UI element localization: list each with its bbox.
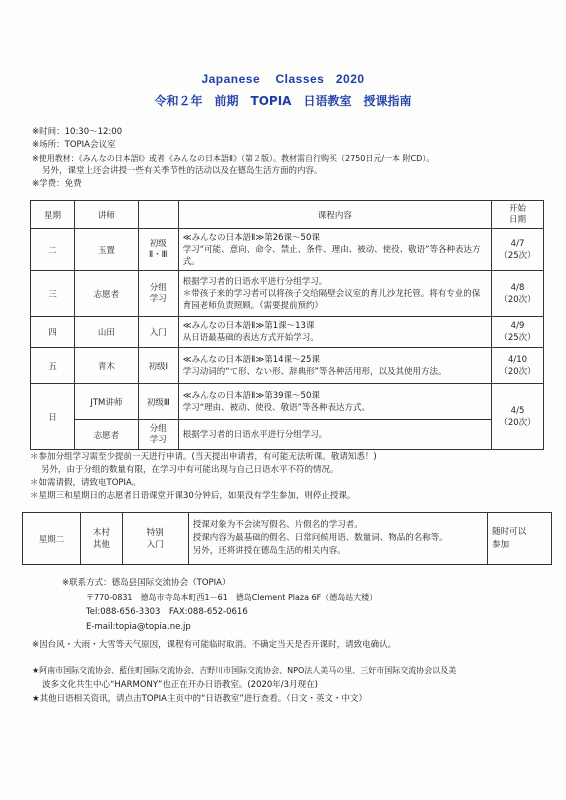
row-content: ≪みんなの日本語Ⅱ≫第14课～25课 学习动词的“て形、ない形、辞典形”等各种活用形，以及其使用方法。 — [178, 348, 491, 384]
row-content: ≪みんなの日本語Ⅱ≫第26课～50课 学习“可能、意向、命令、禁止、条件、理由、被动、使役、敬语”等各种表达方式。 — [178, 229, 491, 271]
info-time: ※时间：10:30～12:00 — [32, 127, 123, 137]
note-advance-application: ＊参加分组学习需至少提前一天进行申请。(当天提出申请者，有可能无法听课。敬请知悉！) — [30, 452, 377, 462]
row-day: 五 — [31, 348, 75, 384]
table-row — [31, 229, 544, 271]
info-textbook-note: 另外，课堂上还会讲授一些有关季节性的活动以及在德岛生活方面的内容。 — [42, 166, 323, 176]
row-level: 入门 — [138, 317, 178, 348]
table-row — [31, 271, 544, 317]
table-row — [31, 420, 544, 450]
row-level: 初级 Ⅱ・Ⅲ — [138, 229, 178, 271]
row-date: 4/7 （25次） — [492, 229, 544, 271]
info-textbook: ※使用教材：《みんなの日本語Ⅰ》或者《みんなの日本語Ⅱ》（第２版）。教材需自行购买（2750日元/一本 附CD）。 — [32, 154, 435, 163]
weather-notice: ※因台风・大雨・大雪等天气原因，课程有可能临时取消。不确定当天是否开课时，请致电确认。 — [32, 640, 397, 650]
row-teacher: JTM讲师 — [74, 384, 138, 420]
special-level: 特别 入门 — [122, 513, 188, 565]
table-row — [31, 317, 544, 348]
schedule-table — [30, 200, 544, 450]
row-level: 初级Ⅲ — [138, 384, 178, 420]
row-date: 4/5 （20次） — [492, 384, 544, 450]
row-level: 分组 学习 — [138, 420, 178, 450]
special-class-table — [22, 512, 552, 565]
weather-notice-block — [32, 638, 552, 652]
contact-email[interactable]: E-mail:topia@topia.ne.jp — [86, 621, 191, 632]
row-date: 4/8 （20次） — [492, 271, 544, 317]
header-content: 课程内容 — [178, 201, 491, 229]
row-level: 分组 学习 — [138, 271, 178, 317]
info-section — [32, 126, 552, 191]
row-content: ≪みんなの日本語Ⅱ≫第39课～50课 学习“理由、被动、使役、敬语”等各种表达方式。 — [178, 384, 491, 420]
row-teacher: 青木 — [74, 348, 138, 384]
other-classes-block — [32, 664, 552, 706]
note-group-limit: 另外，由于分组的数量有限，在学习中有可能出现与自己日语水平不符的情况。 — [41, 465, 339, 475]
row-date: 4/9 （25次） — [492, 317, 544, 348]
row-content: 根据学习者的日语水平进行分组学习。 ＊带孩子来的学习者可以将孩子交给隔壁会议室的育儿沙龙托管。将有专业的保育园老师负责照顾。（需要提前预约） — [178, 271, 491, 317]
row-teacher: 玉置 — [74, 229, 138, 271]
row-content: ≪みんなの日本語Ⅱ≫第1课～13课 从日语最基础的表达方式开始学习。 — [178, 317, 491, 348]
info-fee: ※学费：免费 — [32, 179, 82, 189]
special-date: 随时可以 参加 — [488, 513, 552, 565]
row-level: 初级Ⅰ — [138, 348, 178, 384]
row-teacher: 志愿者 — [74, 420, 138, 450]
row-day: 二 — [31, 229, 75, 271]
table-row — [23, 513, 552, 565]
row-date: 4/10 （20次） — [492, 348, 544, 384]
row-day: 日 — [31, 384, 75, 450]
row-day: 三 — [31, 271, 75, 317]
note-cancel-policy: ＊星期三和星期日的志愿者日语课堂开课30分钟后，如果没有学生参加，则停止授课。 — [30, 491, 356, 501]
table-header-row — [31, 201, 544, 229]
special-teacher: 木村 其他 — [80, 513, 122, 565]
notes-section — [30, 451, 550, 503]
info-place: ※场所：TOPIA会议室 — [32, 140, 116, 150]
row-teacher: 志愿者 — [74, 271, 138, 317]
header-date: 开始 日期 — [492, 201, 544, 229]
note-absence: ＊如需请假，请致电TOPIA。 — [30, 478, 141, 488]
contact-section — [62, 576, 377, 634]
contact-label: ※联系方式：德岛县国际交流协会（TOPIA） — [62, 578, 231, 588]
title-english: Japanese Classes 2020 — [201, 72, 365, 86]
table-row — [31, 348, 544, 384]
header-day: 星期 — [31, 201, 75, 229]
special-day: 星期二 — [23, 513, 81, 565]
other-classes-line2: 波多文化共生中心“HARMONY”也正在开办日语教室。(2020年/3月现在) — [42, 680, 318, 690]
row-content: 根据学习者的日语水平进行分组学习。 — [178, 420, 491, 450]
header-teacher: 讲师 — [74, 201, 138, 229]
header-level — [138, 201, 178, 229]
more-info-line: ★其他日语相关资讯，请点击TOPIA主页中的“日语教室”进行查看。（日文・英文・中文） — [32, 694, 368, 704]
special-content: 授课对象为不会读写假名、片假名的学习者。 授课内容为最基础的假名、日常问候用语、数量词、物品的名称等。 另外，还将讲授在德岛生活的相关内容。 — [188, 513, 487, 565]
title-chinese: 令和２年 前期 TOPIA 日语教室 授课指南 — [154, 94, 412, 108]
row-teacher: 山田 — [74, 317, 138, 348]
row-day: 四 — [31, 317, 75, 348]
contact-address: 〒770-0831 德岛市寺岛本町西1－61 德岛Clement Plaza 6F（德岛站大楼） — [86, 592, 378, 602]
contact-phone: Tel:088-656-3303 FAX:088-652-0616 — [86, 607, 248, 617]
table-row — [31, 384, 544, 420]
other-classes-line1: ★阿南市国际交流协会、藍住町国际交流协会、吉野川市国际交流协会、NPO法人美马の里、三好市国际交流协会以及美 — [32, 666, 457, 675]
